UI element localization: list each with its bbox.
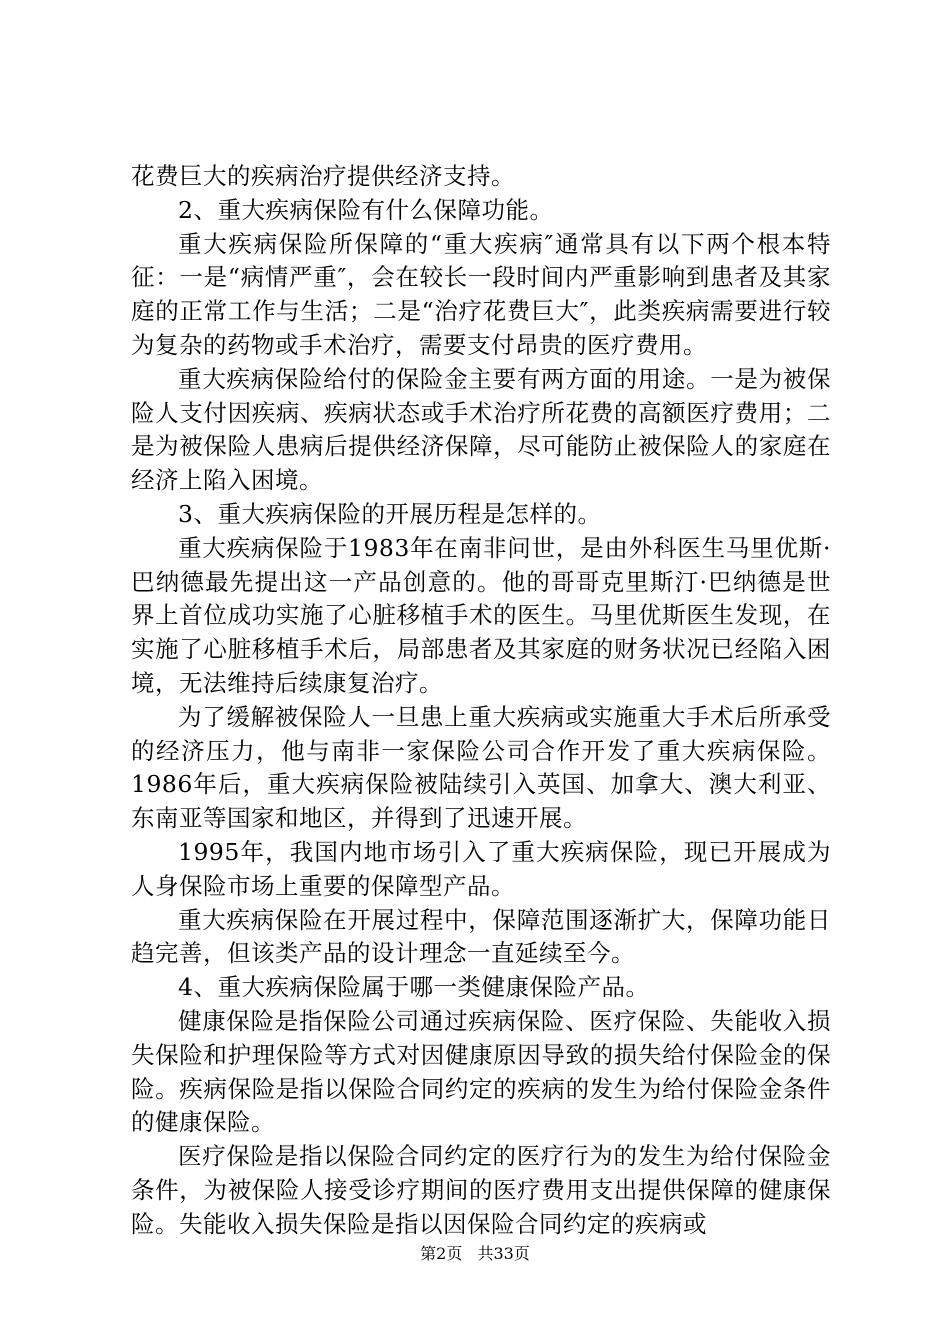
- paragraph: 重大疾病保险于1983年在南非问世，是由外科医生马里优斯·巴纳德最先提出这一产品创意的。他的哥哥克里斯汀·巴纳德是世界上首位成功实施了心脏移植手术的医生。马里优斯医生发现，在实施了心脏移植手术后，局部患者及其家庭的财务状况已经陷入困境，无法维持后续康复治疗。: [131, 533, 831, 697]
- page-total: 共33页: [477, 1244, 530, 1263]
- paragraph: 重大疾病保险在开展过程中，保障范围逐渐扩大，保障功能日趋完善，但该类产品的设计理念一直延续至今。: [131, 905, 831, 968]
- paragraph: 花费巨大的疾病治疗提供经济支持。: [131, 162, 515, 190]
- paragraph: 医疗保险是指以保险合同约定的医疗行为的发生为给付保险金条件，为被保险人接受诊疗期间的医疗费用支出提供保障的健康保险。失能收入损失保险是指以因保险合同约定的疾病或: [131, 1142, 831, 1238]
- paragraph: 为了缓解被保险人一旦患上重大疾病或实施重大手术后所承受的经济压力，他与南非一家保险公司合作开发了重大疾病保险。1986年后，重大疾病保险被陆续引入英国、加拿大、澳大利亚、东南亚等国家和地区，并得到了迅速开展。: [131, 702, 831, 833]
- section-heading: 4、重大疾病保险属于哪一类健康保险产品。: [178, 973, 650, 1002]
- section-heading: 3、重大疾病保险的开展历程是怎样的。: [178, 499, 602, 528]
- section-heading: 2、重大疾病保险有什么保障功能。: [178, 195, 554, 224]
- paragraph: 健康保险是指保险公司通过疾病保险、医疗保险、失能收入损失保险和护理保险等方式对因健康原因导致的损失给付保险金的保险。疾病保险是指以保险合同约定的疾病的发生为给付保险金条件的健康保险。: [131, 1006, 831, 1137]
- page-footer: [0, 1244, 950, 1264]
- document-body: [131, 160, 831, 1242]
- paragraph: 重大疾病保险所保障的“重大疾病″通常具有以下两个根本特征：一是“病情严重″，会在较长一段时间内严重影响到患者及其家庭的正常工作与生活；二是“治疗花费巨大″，此类疾病需要进行较为复杂的药物或手术治疗，需要支付昂贵的医疗费用。: [131, 229, 831, 359]
- paragraph: 重大疾病保险给付的保险金主要有两方面的用途。一是为被保险人支付因疾病、疾病状态或手术治疗所花费的高额医疗费用；二是为被保险人患病后提供经济保障，尽可能防止被保险人的家庭在经济上陷入困境。: [131, 364, 831, 495]
- page-number: 第2页: [420, 1244, 463, 1263]
- paragraph: 1995年，我国内地市场引入了重大疾病保险，现已开展成为人身保险市场上重要的保障型产品。: [131, 837, 831, 900]
